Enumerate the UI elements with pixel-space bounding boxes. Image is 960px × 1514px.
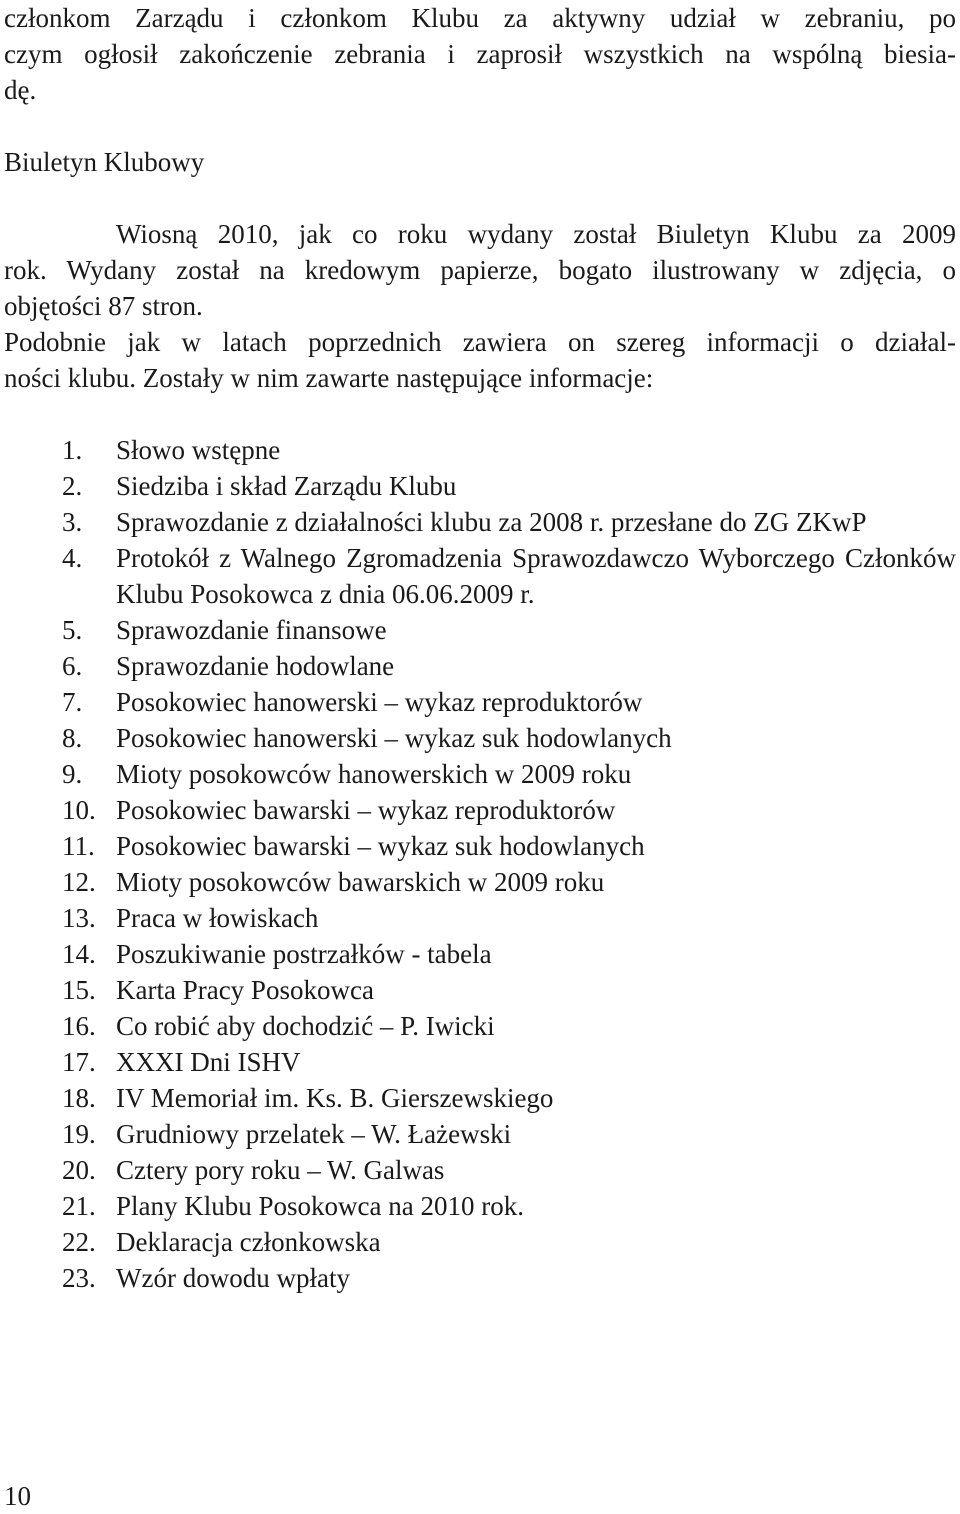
list-item — [4, 432, 956, 468]
list-item — [4, 1080, 956, 1116]
list-item — [4, 936, 956, 972]
list-item — [4, 828, 956, 864]
list-item-number: 18. — [62, 1083, 96, 1113]
list-item-number: 22. — [62, 1227, 96, 1257]
spacer — [4, 180, 956, 216]
list-item-number: 15. — [62, 975, 96, 1005]
list-item-number: 23. — [62, 1263, 96, 1293]
list-item-text: Mioty posokowców hanowerskich w 2009 roku — [116, 759, 632, 789]
list-item-number: 20. — [62, 1155, 96, 1185]
contents-list — [4, 432, 956, 1296]
list-item-number: 13. — [62, 903, 96, 933]
list-item — [4, 1116, 956, 1152]
list-item-text: Protokół z Walnego Zgromadzenia Sprawozdawczo Wyborczego Członków Klubu Posokowca z dnia 06.06.2009 r. — [116, 543, 956, 609]
list-item — [4, 504, 956, 540]
intro-line-2: czym ogłosił zakończenie zebrania i zaprosił wszystkich na wspólną biesia- — [4, 39, 956, 69]
list-item-text: Posokowiec bawarski – wykaz suk hodowlanych — [116, 831, 645, 861]
list-item-number: 2. — [62, 471, 83, 501]
list-item — [4, 1224, 956, 1260]
body-line-3: objętości 87 stron. — [4, 291, 203, 321]
list-item-text: Grudniowy przelatek – W. Łażewski — [116, 1119, 512, 1149]
list-item-text: Siedziba i skład Zarządu Klubu — [116, 471, 457, 501]
list-item-text: IV Memoriał im. Ks. B. Gierszewskiego — [116, 1083, 554, 1113]
list-item-number: 14. — [62, 939, 96, 969]
list-item — [4, 1008, 956, 1044]
list-item-number: 16. — [62, 1011, 96, 1041]
list-item — [4, 540, 956, 612]
list-item — [4, 468, 956, 504]
list-item-number: 9. — [62, 759, 83, 789]
list-item — [4, 648, 956, 684]
list-item-number: 17. — [62, 1047, 96, 1077]
list-item-text: Wzór dowodu wpłaty — [116, 1263, 350, 1293]
list-item — [4, 900, 956, 936]
list-item-text: Co robić aby dochodzić – P. Iwicki — [116, 1011, 495, 1041]
list-item — [4, 1152, 956, 1188]
intro-line-3: dę. — [4, 75, 37, 105]
section-title: Biuletyn Klubowy — [4, 147, 205, 177]
list-item-number: 6. — [62, 651, 83, 681]
list-item-text: Posokowiec hanowerski – wykaz reproduktorów — [116, 687, 643, 717]
list-item — [4, 972, 956, 1008]
list-item-number: 7. — [62, 687, 83, 717]
list-item-text: Deklaracja członkowska — [116, 1227, 381, 1257]
list-item — [4, 864, 956, 900]
intro-line-1: członkom Zarządu i członkom Klubu za aktywny udział w zebraniu, po — [4, 3, 956, 33]
list-item-text: Mioty posokowców bawarskich w 2009 roku — [116, 867, 605, 897]
list-item-number: 19. — [62, 1119, 96, 1149]
body-line-5: ności klubu. Zostały w nim zawarte następujące informacje: — [4, 363, 654, 393]
list-item-number: 8. — [62, 723, 83, 753]
list-item-number: 3. — [62, 507, 83, 537]
intro-paragraph — [4, 0, 956, 108]
list-item-text: Słowo wstępne — [116, 435, 281, 465]
list-item-text: Sprawozdanie hodowlane — [116, 651, 395, 681]
list-item-text: Sprawozdanie finansowe — [116, 615, 387, 645]
list-item — [4, 1044, 956, 1080]
list-item-number: 12. — [62, 867, 96, 897]
list-item-text: Poszukiwanie postrzałków - tabela — [116, 939, 492, 969]
list-item-text: XXXI Dni ISHV — [116, 1047, 301, 1077]
body-line-1: Wiosną 2010, jak co roku wydany został Biuletyn Klubu za 2009 — [116, 219, 956, 249]
body-line-4: Podobnie jak w latach poprzednich zawiera on szereg informacji o działal- — [4, 327, 956, 357]
list-item — [4, 1260, 956, 1296]
list-item-text: Karta Pracy Posokowca — [116, 975, 374, 1005]
list-item-text: Plany Klubu Posokowca na 2010 rok. — [116, 1191, 524, 1221]
list-item-number: 4. — [62, 543, 83, 573]
list-item-number: 21. — [62, 1191, 96, 1221]
list-item-number: 11. — [62, 831, 95, 861]
list-item — [4, 612, 956, 648]
list-item-text: Praca w łowiskach — [116, 903, 319, 933]
body-paragraph — [4, 216, 956, 396]
spacer — [4, 108, 956, 144]
list-item-text: Sprawozdanie z działalności klubu za 2008 r. przesłane do ZG ZKwP — [116, 507, 867, 537]
list-item — [4, 1188, 956, 1224]
list-item-text: Posokowiec bawarski – wykaz reproduktorów — [116, 795, 616, 825]
body-line-2: rok. Wydany został na kredowym papierze, bogato ilustrowany w zdjęcia, o — [4, 255, 956, 285]
list-item-number: 1. — [62, 435, 83, 465]
list-item — [4, 684, 956, 720]
spacer — [4, 396, 956, 432]
list-item — [4, 756, 956, 792]
list-item — [4, 720, 956, 756]
page-number: 10 — [4, 1481, 31, 1511]
list-item — [4, 792, 956, 828]
list-item-number: 5. — [62, 615, 83, 645]
list-item-text: Posokowiec hanowerski – wykaz suk hodowlanych — [116, 723, 672, 753]
list-item-text: Cztery pory roku – W. Galwas — [116, 1155, 445, 1185]
list-item-number: 10. — [62, 795, 96, 825]
